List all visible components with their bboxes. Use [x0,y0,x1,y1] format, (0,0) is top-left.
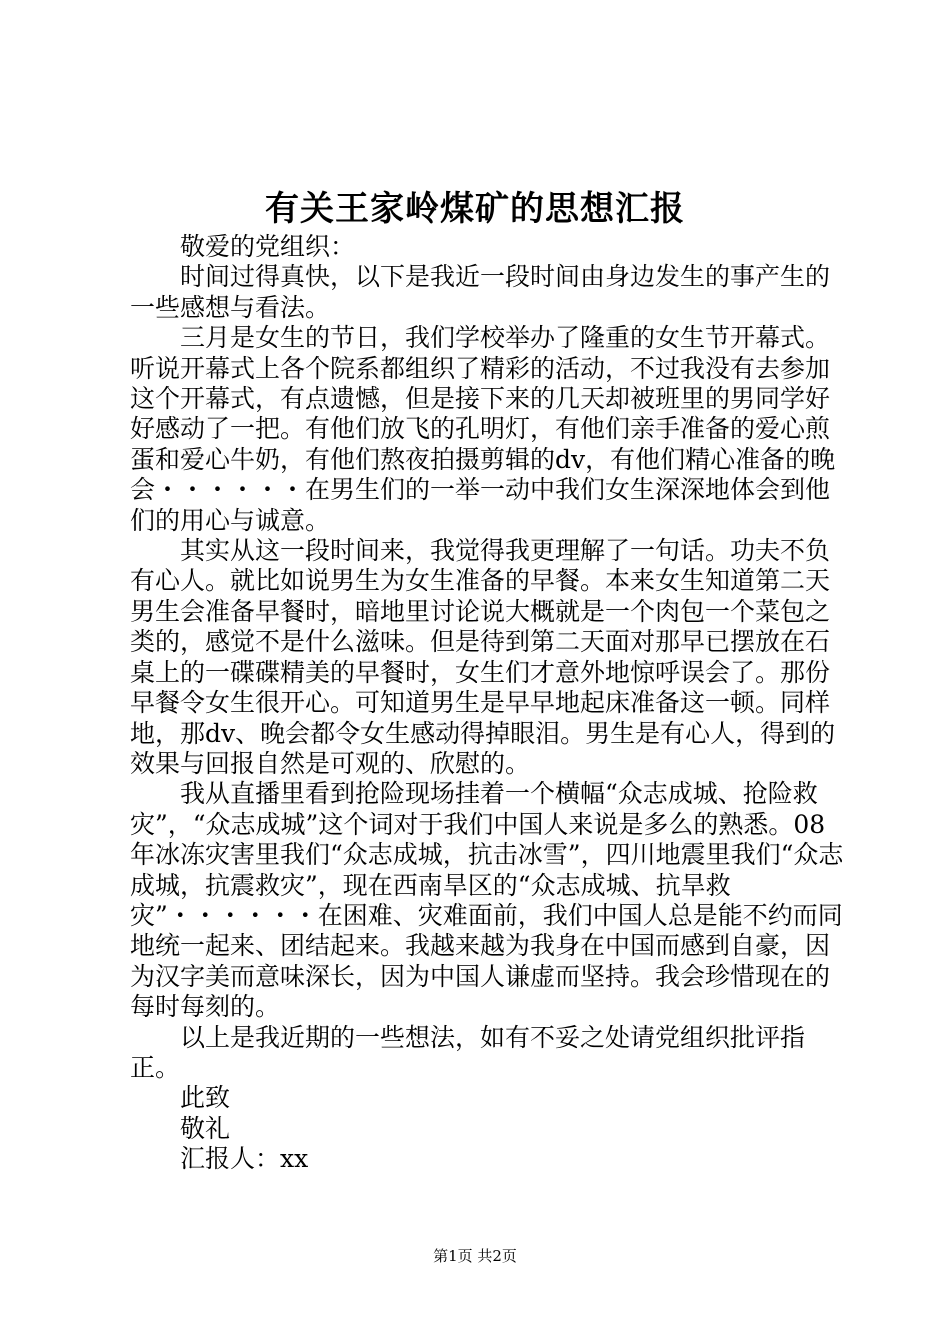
paragraph-4: 我从直播里看到抢险现场挂着一个横幅“众志成城、抢险救灾”，“众志成城”这个词对于我们中国人来说是多么的熟悉。08年冰冻灾害里我们“众志成城，抗击冰雪”，四川地震里我们“众志成城，抗震救灾”，现在西南旱区的“众志成城、抗旱救灾”・・・・・・在困难、灾难面前，我们中国人总是能不约而同地统一起来、团结起来。我越来越为我身在中国而感到自豪，因为汉字美而意味深长，因为中国人谦虚而坚持。我会珍惜现在的每时每刻的。 [130,779,844,1022]
signature: 汇报人：xx [180,1144,309,1174]
page-footer: 第1页 共2页 [433,1247,517,1265]
paragraph-5: 以上是我近期的一些想法，如有不妥之处请党组织批评指正。 [130,1022,806,1082]
paragraph-2: 三月是女生的节日，我们学校举办了隆重的女生节开幕式。听说开幕式上各个院系都组织了精彩的活动，不过我没有去参加这个开幕式，有点遗憾，但是接下来的几天却被班里的男同学好好感动了一把。有他们放飞的孔明灯，有他们亲手准备的爱心煎蛋和爱心牛奶，有他们熬夜拍摄剪辑的dv，有他们精心准备的晚会・・・・・・在男生们的一举一动中我们女生深深地体会到他们的用心与诚意。 [130,323,836,535]
paragraph-1: 时间过得真快，以下是我近一段时间由身边发生的事产生的一些感想与看法。 [130,262,831,322]
document-title: 有关王家岭煤矿的思想汇报 [265,189,685,229]
paragraph-3: 其实从这一段时间来，我觉得我更理解了一句话。功夫不负有心人。就比如说男生为女生准备的早餐。本来女生知道第二天男生会准备早餐时，暗地里讨论说大概就是一个肉包一个菜包之类的，感觉不是什么滋味。但是待到第二天面对那早已摆放在石桌上的一碟碟精美的早餐时，女生们才意外地惊呼误会了。那份早餐令女生很开心。可知道男生是早早地起床准备这一顿。同样地，那dv、晚会都令女生感动得掉眼泪。男生是有心人，得到的效果与回报自然是可观的、欣慰的。 [130,536,836,778]
salutation: 敬爱的党组织： [180,232,356,261]
closing-line-1: 此致 [180,1083,231,1113]
document-body [130,232,850,1175]
closing-line-2: 敬礼 [180,1113,231,1143]
